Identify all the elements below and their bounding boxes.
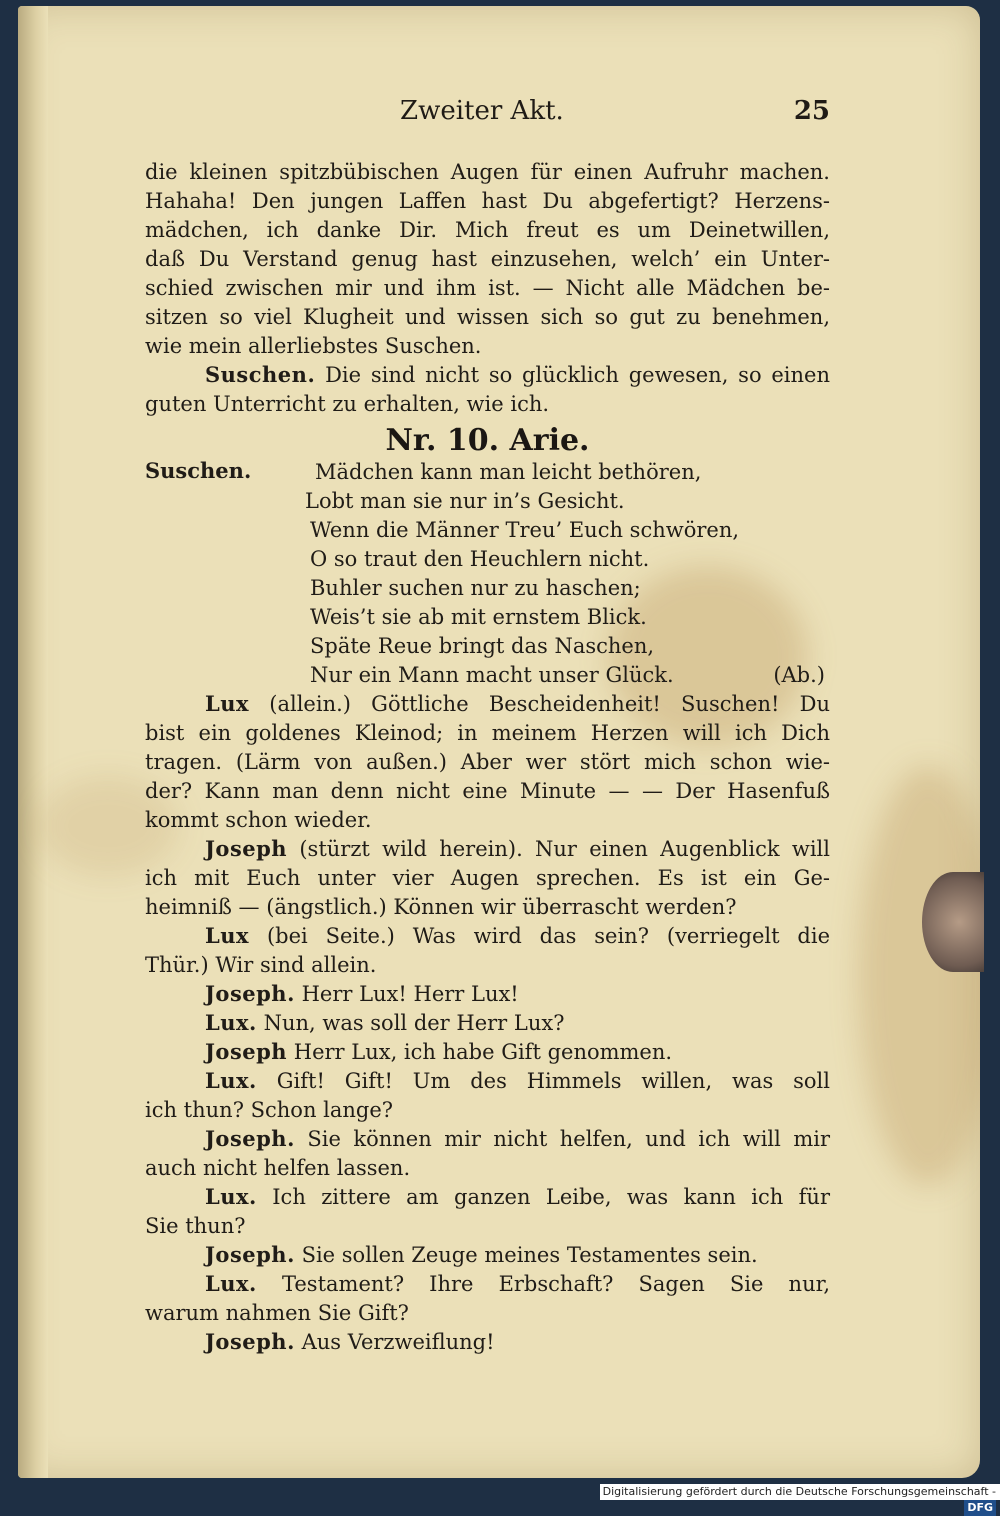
running-title: Zweiter Akt.: [400, 96, 564, 126]
speech-line: [145, 922, 830, 950]
speech-line: Sie thun?: [145, 1214, 246, 1238]
speech-line: [145, 690, 830, 718]
speech-text: Herr Lux! Herr Lux!: [301, 982, 519, 1006]
speaker-name: Lux.: [205, 1271, 257, 1296]
speech-line: [145, 1328, 830, 1356]
digitization-credit: [600, 1484, 1000, 1514]
speaker-name: Lux.: [205, 1010, 257, 1035]
speaker-name: Joseph: [205, 1039, 288, 1064]
speaker-name: Lux: [205, 923, 250, 948]
speech-line: auch nicht helfen lassen.: [145, 1156, 411, 1180]
speech-line: warum nahmen Sie Gift?: [145, 1301, 409, 1325]
text-line: mädchen, ich danke Dir. Mich freut es um Deinetwillen,: [145, 218, 830, 242]
speech-text: Aus Verzweiflung!: [301, 1330, 495, 1354]
page-number: 25: [793, 96, 830, 126]
speech-text: Testament? Ihre Erbschaft? Sagen Sie nur,: [281, 1272, 831, 1296]
stage-direction: (Ab.): [773, 663, 825, 687]
text-line: Hahaha! Den jungen Laffen hast Du abgefertigt? Herzens-: [145, 189, 830, 213]
speech-line: tragen. (Lärm von außen.) Aber wer stört mich schon wie-: [145, 750, 830, 774]
speaker-name: Joseph.: [205, 1242, 295, 1267]
text-line: wie mein allerliebstes Suschen.: [145, 334, 482, 358]
speaker-name: Joseph: [205, 836, 288, 861]
aria-heading: Nr. 10. Arie.: [385, 423, 590, 458]
page-header: [145, 96, 830, 136]
speech-line: bist ein goldenes Kleinod; in meinem Herzen will ich Dich: [145, 721, 830, 745]
speaker-name: Suschen.: [205, 362, 316, 387]
verse-line: [310, 661, 825, 689]
aria-speaker: Suschen.: [145, 458, 252, 483]
speech-line: [145, 361, 830, 389]
verse-line: Weis’t sie ab mit ernstem Blick.: [310, 605, 647, 629]
verse-line: Späte Reue bringt das Naschen,: [310, 634, 655, 658]
verse-line: O so traut den Heuchlern nicht.: [310, 547, 650, 571]
speech-text: Nun, was soll der Herr Lux?: [263, 1011, 565, 1035]
speech-text: Gift! Gift! Um des Himmels willen, was soll: [276, 1069, 830, 1093]
speech-line: guten Unterricht zu erhalten, wie ich.: [145, 392, 550, 416]
page-gutter: [18, 6, 48, 1478]
speech-line: [145, 1270, 830, 1298]
speech-line: Thür.) Wir sind allein.: [145, 953, 377, 977]
speech-line: [145, 1125, 830, 1153]
speech-line: [145, 1183, 830, 1211]
speaker-name: Joseph.: [205, 1329, 295, 1354]
speech-text: Sie sollen Zeuge meines Testamentes sein.: [301, 1243, 758, 1267]
speech-line: [145, 1038, 830, 1066]
text-line: die kleinen spitzbübischen Augen für einen Aufruhr machen.: [145, 160, 830, 184]
verse-line: Buhler suchen nur zu haschen;: [310, 576, 641, 600]
verse-line: Wenn die Männer Treu’ Euch schwören,: [310, 518, 740, 542]
speech-text: Ich zittere am ganzen Leibe, was kann ich für: [272, 1185, 830, 1209]
speech-line: ich mit Euch unter vier Augen sprechen. Es ist ein Ge-: [145, 866, 830, 890]
speaker-name: Joseph.: [205, 981, 295, 1006]
speech-text: Herr Lux, ich habe Gift genommen.: [293, 1040, 673, 1064]
speaker-name: Lux: [205, 691, 250, 716]
text-line: daß Du Verstand genug hast einzusehen, welch’ ein Unter-: [145, 247, 830, 271]
speaker-name: Lux.: [205, 1068, 257, 1093]
water-stain: [858, 766, 980, 1186]
speech-line: [145, 1067, 830, 1095]
speech-line: [145, 980, 830, 1008]
speech-text: Sie können mir nicht helfen, und ich will mir: [307, 1127, 830, 1151]
speech-text: (bei Seite.) Was wird das sein? (verriegelt die: [266, 924, 830, 948]
speech-line: [145, 1241, 830, 1269]
speech-text: (allein.) Göttliche Bescheidenheit! Suschen! Du: [269, 692, 830, 716]
speech-line: [145, 1009, 830, 1037]
verse-text: Nur ein Mann macht unser Glück.: [310, 663, 674, 687]
text-line: schied zwischen mir und ihm ist. — Nicht alle Mädchen be-: [145, 276, 830, 300]
speech-line: der? Kann man denn nicht eine Minute — — Der Hasenfuß: [145, 779, 830, 803]
speech-line: ich thun? Schon lange?: [145, 1098, 394, 1122]
verse-line: Mädchen kann man leicht bethören,: [315, 460, 702, 484]
verse-line: Lobt man sie nur in’s Gesicht.: [305, 489, 625, 513]
speaker-name: Lux.: [205, 1184, 257, 1209]
dfg-logo: DFG: [964, 1500, 996, 1516]
speech-line: heimniß — (ängstlich.) Können wir überrascht werden?: [145, 895, 737, 919]
speech-text: (stürzt wild herein). Nur einen Augenblick will: [299, 837, 830, 861]
speech-text: Die sind nicht so glücklich gewesen, so einen: [325, 363, 830, 387]
speaker-name: Joseph.: [205, 1126, 295, 1151]
speech-line: kommt schon wieder.: [145, 808, 372, 832]
thumb-tab: [922, 872, 984, 972]
credit-text: Digitalisierung gefördert durch die Deutsche Forschungsgemeinschaft -: [602, 1485, 996, 1498]
text-line: sitzen so viel Klugheit und wissen sich so gut zu benehmen,: [145, 305, 830, 329]
speech-line: [145, 835, 830, 863]
